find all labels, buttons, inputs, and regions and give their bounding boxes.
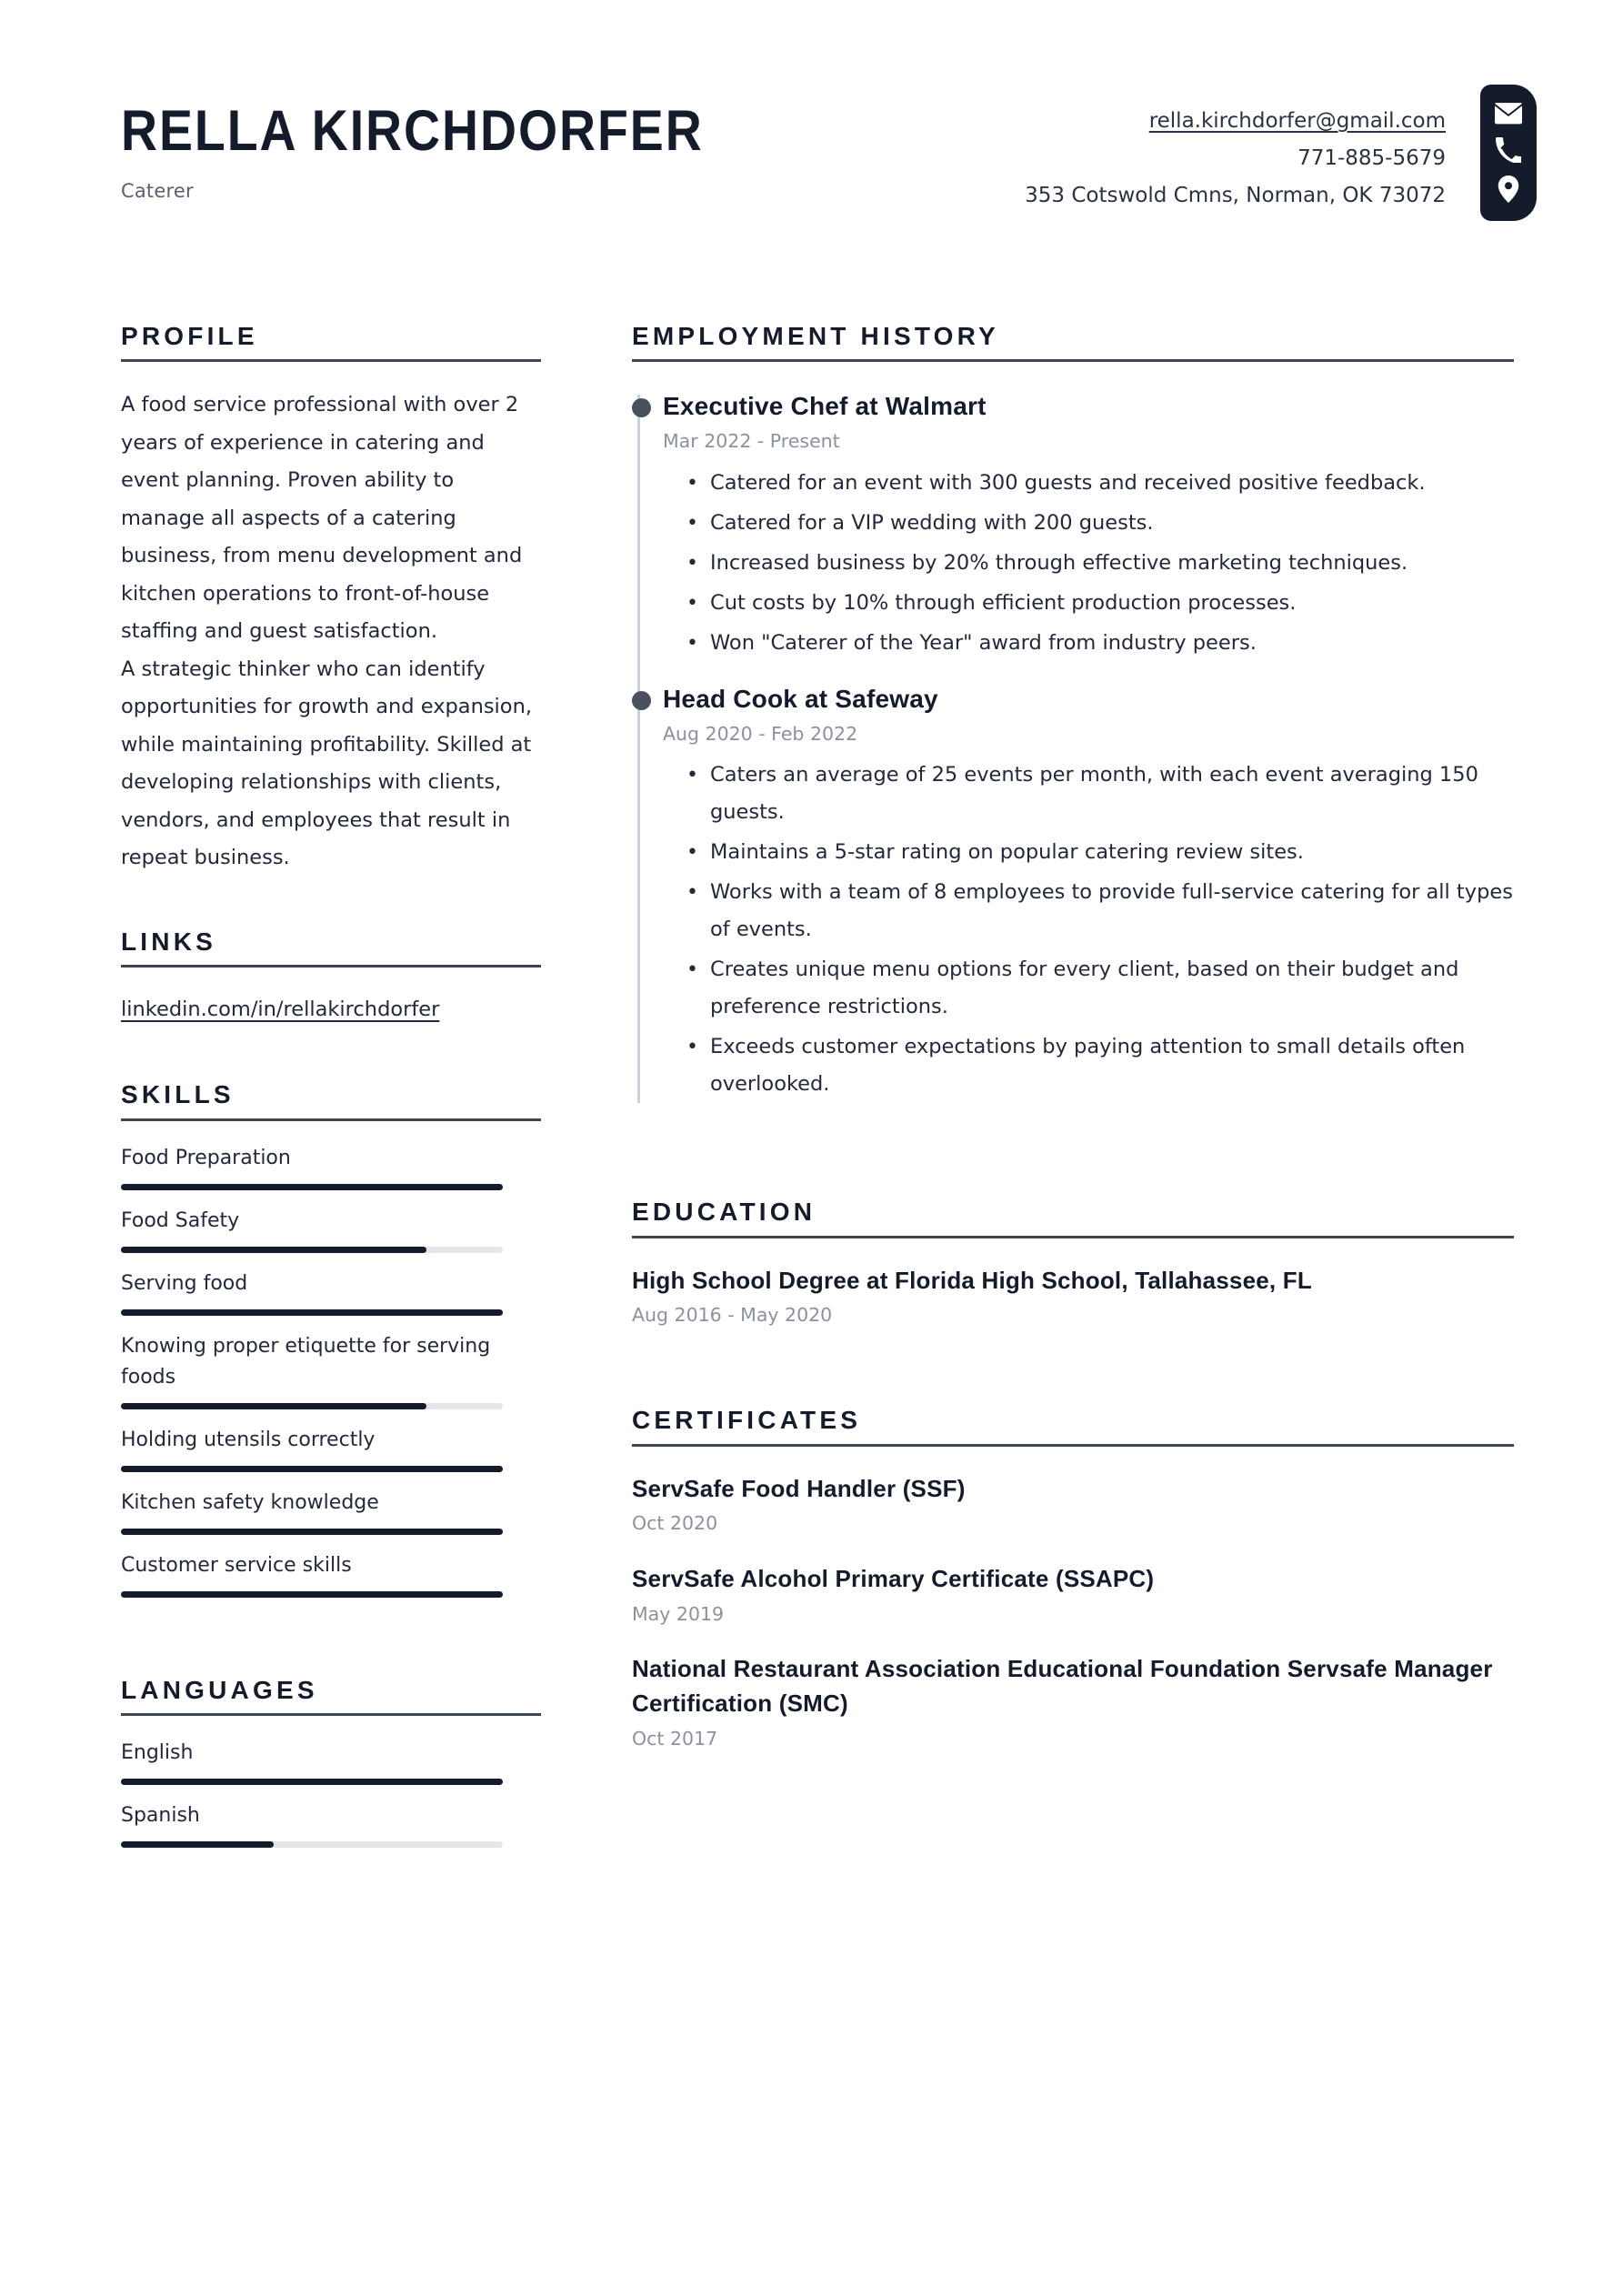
skill-bar-fill	[121, 1184, 503, 1190]
education-date: Aug 2016 - May 2020	[632, 1304, 833, 1327]
timeline-line	[637, 395, 640, 1103]
job-bullet: • Cut costs by 10% through efficient production processes.	[710, 585, 1514, 622]
spacer	[632, 1328, 1514, 1407]
skill-bar-fill	[121, 1529, 503, 1535]
language-label: Spanish	[121, 1804, 200, 1828]
skill-label: Food Safety	[121, 1208, 240, 1232]
skill-row	[121, 1206, 541, 1253]
skill-bar-fill	[121, 1309, 503, 1316]
section-rule	[121, 965, 541, 968]
spacer	[121, 1613, 541, 1677]
contact-phone: 771-885-5679	[1297, 146, 1446, 170]
certificate-entry	[632, 1562, 1514, 1627]
job-bullet: • Increased business by 20% through effective marketing techniques.	[710, 545, 1514, 582]
timeline-dot-icon	[632, 398, 651, 417]
certificate-date: May 2019	[632, 1602, 725, 1625]
job-entry	[663, 682, 1514, 1103]
skill-bar-track	[121, 1529, 503, 1535]
section-rule	[632, 1444, 1514, 1447]
certificate-date: Oct 2017	[632, 1727, 718, 1750]
envelope-icon	[1495, 103, 1522, 125]
link-item-linkedin[interactable]: linkedin.com/in/rellakirchdorfer	[121, 998, 440, 1022]
job-bullets	[663, 465, 1514, 662]
skill-bar-fill	[121, 1466, 503, 1472]
job-date: Mar 2022 - Present	[663, 430, 840, 453]
spacer	[121, 1027, 541, 1081]
skill-bar-track	[121, 1403, 503, 1409]
skill-bar-track	[121, 1466, 503, 1472]
section-rule	[121, 359, 541, 362]
section-rule	[121, 1118, 541, 1121]
resume-header	[0, 0, 1623, 273]
left-column	[121, 323, 541, 1863]
section-rule	[632, 1236, 1514, 1238]
skill-row	[121, 1268, 541, 1316]
profile-text	[121, 386, 541, 877]
contact-block	[1025, 103, 1446, 215]
certificate-title: ServSafe Alcohol Primary Certificate (SSAPC)	[632, 1564, 1155, 1592]
skill-label: Kitchen safety knowledge	[121, 1490, 379, 1514]
section-profile	[121, 323, 541, 877]
skill-bar-fill	[121, 1403, 426, 1409]
section-title-employment: EMPLOYMENT HISTORY	[632, 322, 999, 350]
section-title-education: EDUCATION	[632, 1198, 817, 1227]
certificate-date: Oct 2020	[632, 1512, 718, 1535]
job-entry	[663, 389, 1514, 661]
skill-label: Customer service skills	[121, 1553, 352, 1577]
skill-label: Serving food	[121, 1271, 248, 1295]
links-list	[121, 992, 541, 1027]
section-title-links: LINKS	[121, 927, 216, 956]
name-block	[121, 99, 783, 202]
language-bar-fill	[121, 1779, 503, 1785]
skill-row	[121, 1331, 541, 1409]
section-title-profile: PROFILE	[121, 322, 258, 350]
skill-row	[121, 1550, 541, 1598]
location-pin-icon	[1498, 175, 1519, 203]
language-row	[121, 1800, 541, 1848]
language-label: English	[121, 1741, 194, 1765]
section-links	[121, 928, 541, 1027]
profile-paragraph: A food service professional with over 2 years of experience in catering and event planning. Proven ability to manage all aspects of a catering business, from menu development and kitchen operations to front-of-house staffing and guest satisfaction.	[121, 393, 523, 644]
education-title: High School Degree at Florida High School, Tallahassee, FL	[632, 1266, 1312, 1294]
section-title-skills: SKILLS	[121, 1080, 235, 1109]
section-rule	[632, 359, 1514, 362]
job-bullet: • Caters an average of 25 events per month, with each event averaging 150 guests.	[710, 757, 1514, 831]
skill-row	[121, 1425, 541, 1472]
skill-bar-track	[121, 1247, 503, 1253]
section-languages	[121, 1677, 541, 1848]
job-title-subtitle: Caterer	[121, 180, 194, 202]
skill-label: Holding utensils correctly	[121, 1428, 376, 1451]
spacer	[632, 1112, 1514, 1198]
contact-email[interactable]: rella.kirchdorfer@gmail.com	[1148, 109, 1446, 133]
job-bullet: • Catered for an event with 300 guests and received positive feedback.	[710, 465, 1514, 502]
section-skills	[121, 1081, 541, 1597]
job-bullet: • Works with a team of 8 employees to provide full-service catering for all types of events.	[710, 874, 1514, 948]
education-entry	[632, 1264, 1514, 1328]
language-row	[121, 1738, 541, 1785]
skill-bar-fill	[121, 1247, 426, 1253]
job-heading: Executive Chef at Walmart	[663, 392, 987, 421]
phone-icon	[1496, 137, 1521, 163]
skill-label: Food Preparation	[121, 1146, 291, 1169]
language-bar-track	[121, 1841, 503, 1848]
section-rule	[121, 1713, 541, 1716]
languages-list	[121, 1738, 541, 1848]
right-column	[632, 323, 1514, 1751]
job-date: Aug 2020 - Feb 2022	[663, 722, 858, 745]
skill-bar-track	[121, 1184, 503, 1190]
skill-bar-fill	[121, 1591, 503, 1598]
skill-bar-track	[121, 1591, 503, 1598]
section-education	[632, 1198, 1514, 1328]
skill-bar-track	[121, 1309, 503, 1316]
skill-row	[121, 1143, 541, 1190]
language-bar-track	[121, 1779, 503, 1785]
skill-row	[121, 1488, 541, 1535]
job-bullet: • Creates unique menu options for every client, based on their budget and preference restrictions.	[710, 951, 1514, 1026]
job-bullet: • Exceeds customer expectations by paying attention to small details often overlooked.	[710, 1028, 1514, 1103]
job-bullet: • Maintains a 5-star rating on popular catering review sites.	[710, 834, 1514, 871]
section-employment-history	[632, 323, 1514, 1103]
employment-timeline	[632, 389, 1514, 1103]
certificate-entry	[632, 1472, 1514, 1537]
job-bullets	[663, 757, 1514, 1103]
section-title-languages: LANGUAGES	[121, 1675, 318, 1704]
skills-list	[121, 1143, 541, 1598]
certificate-entry	[632, 1652, 1514, 1751]
language-bar-fill	[121, 1841, 274, 1848]
job-heading: Head Cook at Safeway	[663, 684, 938, 713]
certificate-title: National Restaurant Association Educational Foundation Servsafe Manager Certification (SMC)	[632, 1655, 1493, 1717]
job-bullet: • Won "Caterer of the Year" award from industry peers.	[710, 625, 1514, 662]
timeline-dot-icon	[632, 691, 651, 710]
contact-address: 353 Cotswold Cmns, Norman, OK 73072	[1025, 184, 1446, 207]
contact-icon-strip	[1480, 85, 1537, 221]
job-bullet: • Catered for a VIP wedding with 200 guests.	[710, 505, 1514, 542]
section-certificates	[632, 1407, 1514, 1751]
certificate-title: ServSafe Food Handler (SSF)	[632, 1474, 966, 1502]
spacer	[121, 877, 541, 928]
profile-paragraph: A strategic thinker who can identify opportunities for growth and expansion, while maintaining profitability. Skilled at developing relationships with clients, vendors, and employees that result in repeat business.	[121, 657, 532, 870]
skill-label: Knowing proper etiquette for serving foods	[121, 1334, 491, 1389]
page-title: RELLA KIRCHDORFER	[121, 99, 704, 163]
section-title-certificates: CERTIFICATES	[632, 1406, 862, 1435]
